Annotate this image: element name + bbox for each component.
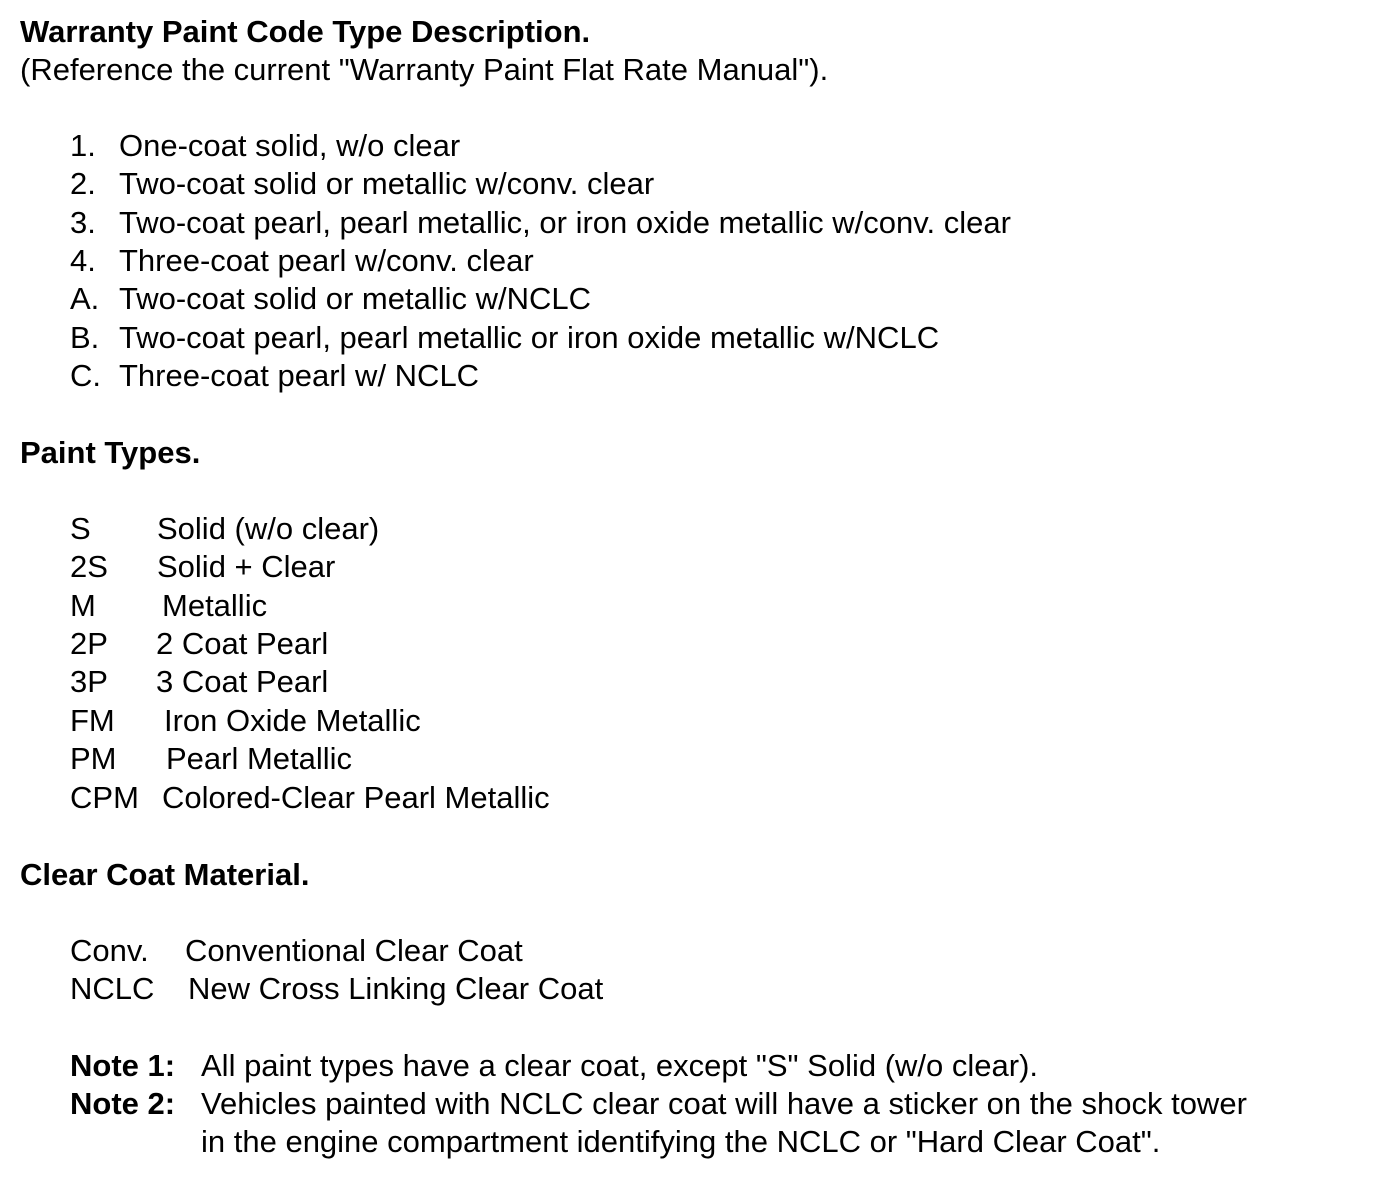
section-subtitle-reference: (Reference the current "Warranty Paint Flat Rate Manual"). xyxy=(20,52,829,87)
item-text: Three-coat pearl w/ NCLC xyxy=(119,358,480,393)
section-title-code-type: Warranty Paint Code Type Description. xyxy=(20,14,591,49)
item-text: Three-coat pearl w/conv. clear xyxy=(119,243,534,278)
item-code: 3P xyxy=(70,664,108,699)
item-text: New Cross Linking Clear Coat xyxy=(188,971,604,1006)
note-text: All paint types have a clear coat, except "S" Solid (w/o clear). xyxy=(201,1048,1039,1083)
item-code: 1. xyxy=(70,128,96,163)
item-code: 3. xyxy=(70,205,96,240)
item-text: Pearl Metallic xyxy=(166,741,353,776)
item-text: Solid + Clear xyxy=(157,549,336,584)
item-text: Metallic xyxy=(162,588,268,623)
item-code: 2S xyxy=(70,549,108,584)
item-code: A. xyxy=(70,281,100,316)
section-title-paint-types: Paint Types. xyxy=(20,435,201,470)
item-code: 2P xyxy=(70,626,108,661)
item-text: Two-coat solid or metallic w/conv. clear xyxy=(119,166,655,201)
item-text: 2 Coat Pearl xyxy=(156,626,329,661)
note-text: Vehicles painted with NCLC clear coat will have a sticker on the shock tower xyxy=(201,1086,1247,1121)
item-text: Two-coat solid or metallic w/NCLC xyxy=(119,281,592,316)
item-code: 4. xyxy=(70,243,96,278)
item-code: PM xyxy=(70,741,117,776)
item-code: C. xyxy=(70,358,101,393)
item-code: NCLC xyxy=(70,971,155,1006)
note-label: Note 2: xyxy=(70,1086,176,1121)
section-title-clear-coat: Clear Coat Material. xyxy=(20,857,310,892)
item-text: 3 Coat Pearl xyxy=(156,664,329,699)
item-code: M xyxy=(70,588,96,623)
item-text: Solid (w/o clear) xyxy=(157,511,380,546)
item-text: Conventional Clear Coat xyxy=(185,933,523,968)
item-code: Conv. xyxy=(70,933,149,968)
item-code: FM xyxy=(70,703,115,738)
item-code: CPM xyxy=(70,780,139,815)
item-text: Colored-Clear Pearl Metallic xyxy=(162,780,550,815)
item-text: Two-coat pearl, pearl metallic or iron oxide metallic w/NCLC xyxy=(119,320,940,355)
item-code: S xyxy=(70,511,91,546)
item-code: 2. xyxy=(70,166,96,201)
item-text: Two-coat pearl, pearl metallic, or iron oxide metallic w/conv. clear xyxy=(119,205,1011,240)
note-label: Note 1: xyxy=(70,1048,176,1083)
item-text: Iron Oxide Metallic xyxy=(164,703,421,738)
item-text: One-coat solid, w/o clear xyxy=(119,128,461,163)
item-code: B. xyxy=(70,320,100,355)
note-text: in the engine compartment identifying the NCLC or "Hard Clear Coat". xyxy=(201,1124,1161,1159)
